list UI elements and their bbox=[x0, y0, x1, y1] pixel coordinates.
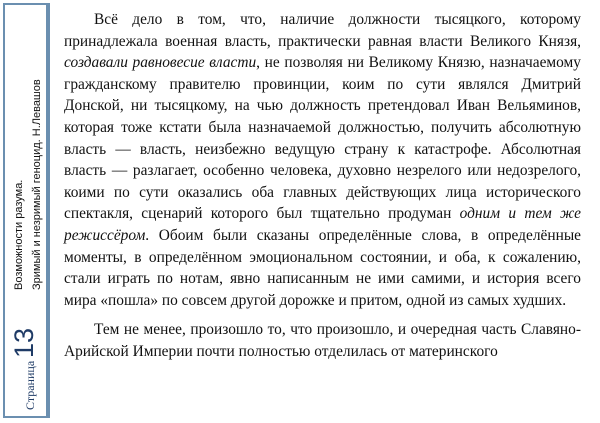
body-text bbox=[64, 9, 581, 363]
paragraph bbox=[64, 319, 581, 362]
margin-sidebar bbox=[3, 3, 50, 418]
page-number: 13 bbox=[9, 327, 39, 358]
italic-segment: создавали равновесие власти bbox=[64, 54, 257, 72]
paragraph bbox=[64, 9, 581, 311]
italic-segment: одним и тем же режиссёром bbox=[64, 205, 582, 244]
text-segment: . Обоим были сказаны определённые слова, в определённые моменты, в определённом эмоциональном состоянии, и оба, к сожалению, стали играть по нотам, явно написанным не ими самими, и история всего мира «пошла» по совсем другой дорожке и притом, одной из самых худших. bbox=[64, 226, 581, 309]
book-title: Возможности разума. bbox=[13, 179, 25, 290]
page-label: Страница bbox=[23, 360, 37, 410]
text-segment: Всё дело в том, что, наличие должности тысяцкого, которому принадлежала военная власть, практически равная власти Великого Князя, bbox=[64, 11, 581, 50]
book-subtitle: Зримый и незримый геноцид. Н.Левашов bbox=[31, 79, 43, 290]
text-segment: , не позволяя ни Великому Князю, назначаемому гражданскому правителю провинции, коим по сути являлся Дмитрий Донской, ни тысяцкому, на чью должность претендовал Иван Вельяминов, которая тоже кстати была назначаемой должностью, получить абсолютную власть — власть, неизбежно ведущую страну к катастрофе. Абсолютная власть — разлагает, особенно человека, духовно незрелого или недозрелого, коими по сути оказались оба главных действующих лица исторического спектакля, сценарий которого был тщательно продуман bbox=[64, 54, 581, 223]
sidebar-rotated-content bbox=[11, 0, 49, 410]
text-segment: Тем не менее, произошло то, что произошло, и очередная часть Славяно-Арийской Империи почти полностью отделилась от материнского bbox=[64, 321, 581, 360]
